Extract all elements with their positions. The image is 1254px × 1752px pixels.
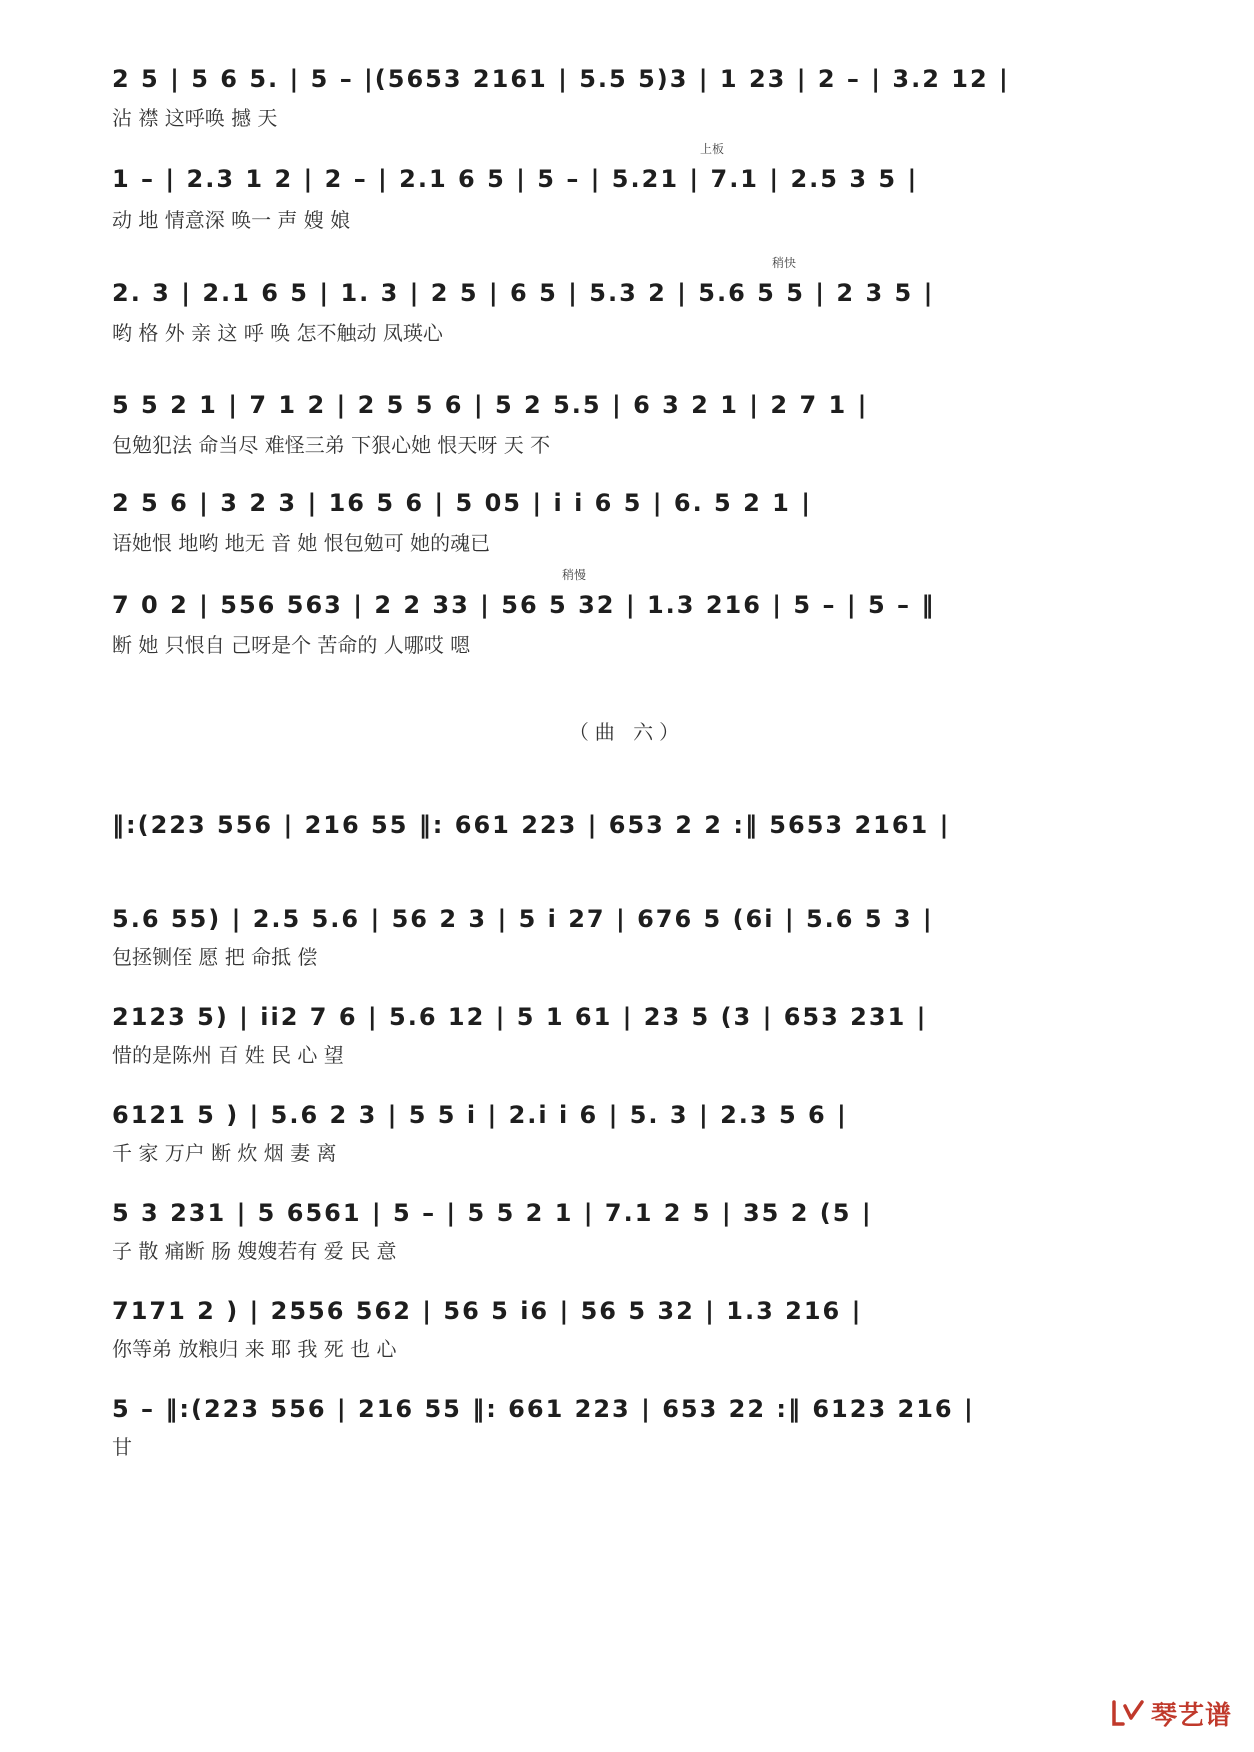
score-notes-row-4: 5 5 2 1 | 7 1 2 | 2 5 5 6 | 5 2 5.5 | 6 3 2 1 | 2 7 1 | (112, 391, 869, 419)
score-lyrics-row-10: 千 家 万户 断 炊 烟 妻 离 (112, 1141, 337, 1165)
score-lyrics-row-5: 语她恨 地哟 地无 音 她 恨包勉可 她的魂已 (112, 531, 491, 555)
score-lyrics-row-3: 哟 格 外 亲 这 呼 唤 怎不触动 凤瑛心 (112, 321, 443, 345)
score-lyrics-row-11: 子 散 痛断 肠 嫂嫂若有 爱 民 意 (112, 1239, 397, 1263)
score-lyrics-row-4: 包勉犯法 命当尽 难怪三弟 下狠心她 恨天呀 天 不 (112, 433, 551, 457)
score-notes-row-7: ‖:(223 556 | 216 55 ‖: 661 223 | 653 2 2 :‖ 5653 2161 | (112, 811, 951, 839)
tempo-mark-shangban: 上板 (700, 142, 725, 156)
watermark-text: 琴艺谱 (1150, 1700, 1232, 1731)
score-notes-row-2: 1 – | 2.3 1 2 | 2 – | 2.1 6 5 | 5 – | 5.21 | 7.1 | 2.5 3 5 | (112, 165, 919, 193)
score-notes-row-1: 2 5 | 5 6 5. | 5 – |(5653 2161 | 5.5 5)3 | 1 23 | 2 – | 3.2 12 | (112, 65, 1010, 93)
score-notes-row-10: 6121 5 ) | 5.6 2 3 | 5 5 i | 2.i i 6 | 5. 3 | 2.3 5 6 | (112, 1101, 848, 1129)
score-notes-row-8: 5.6 55) | 2.5 5.6 | 56 2 3 | 5 i 27 | 676 5 (6i | 5.6 5 3 | (112, 905, 934, 933)
score-notes-row-3: 2. 3 | 2.1 6 5 | 1. 3 | 2 5 | 6 5 | 5.3 2 | 5.6 5 5 | 2 3 5 | (112, 279, 935, 307)
score-notes-row-11: 5 3 231 | 5 6561 | 5 – | 5 5 2 1 | 7.1 2 5 | 35 2 (5 | (112, 1199, 873, 1227)
score-lyrics-row-8: 包拯铡侄 愿 把 命抵 偿 (112, 945, 318, 969)
section-title: （曲 六） (568, 720, 686, 744)
watermark-logo (1111, 1694, 1232, 1732)
score-lyrics-row-13: 甘 (112, 1435, 132, 1459)
score-notes-row-6: 7 0 2 | 556 563 | 2 2 33 | 56 5 32 | 1.3 216 | 5 – | 5 – ‖ (112, 591, 936, 619)
score-lyrics-row-12: 你等弟 放粮归 来 耶 我 死 也 心 (112, 1337, 397, 1361)
score-notes-row-9: 2123 5) | ii2 7 6 | 5.6 12 | 5 1 61 | 23 5 (3 | 653 231 | (112, 1003, 928, 1031)
score-lyrics-row-2: 动 地 情意深 唤一 声 嫂 娘 (112, 208, 351, 232)
score-lyrics-row-6: 断 她 只恨自 己呀是个 苦命的 人哪哎 嗯 (112, 633, 471, 657)
tempo-mark-shaoman: 稍慢 (562, 568, 587, 582)
tempo-mark-shaokuai: 稍快 (772, 256, 797, 270)
qinyipu-logo-icon (1111, 1698, 1145, 1728)
score-lyrics-row-1: 沾 襟 这呼唤 撼 天 (112, 106, 278, 130)
score-notes-row-13: 5 – ‖:(223 556 | 216 55 ‖: 661 223 | 653 22 :‖ 6123 216 | (112, 1395, 975, 1423)
score-notes-row-12: 7171 2 ) | 2556 562 | 56 5 i6 | 56 5 32 | 1.3 216 | (112, 1297, 863, 1325)
score-lyrics-row-9: 惜的是陈州 百 姓 民 心 望 (112, 1043, 344, 1067)
score-notes-row-5: 2 5 6 | 3 2 3 | 16 5 6 | 5 05 | i i 6 5 | 6. 5 2 1 | (112, 489, 812, 517)
